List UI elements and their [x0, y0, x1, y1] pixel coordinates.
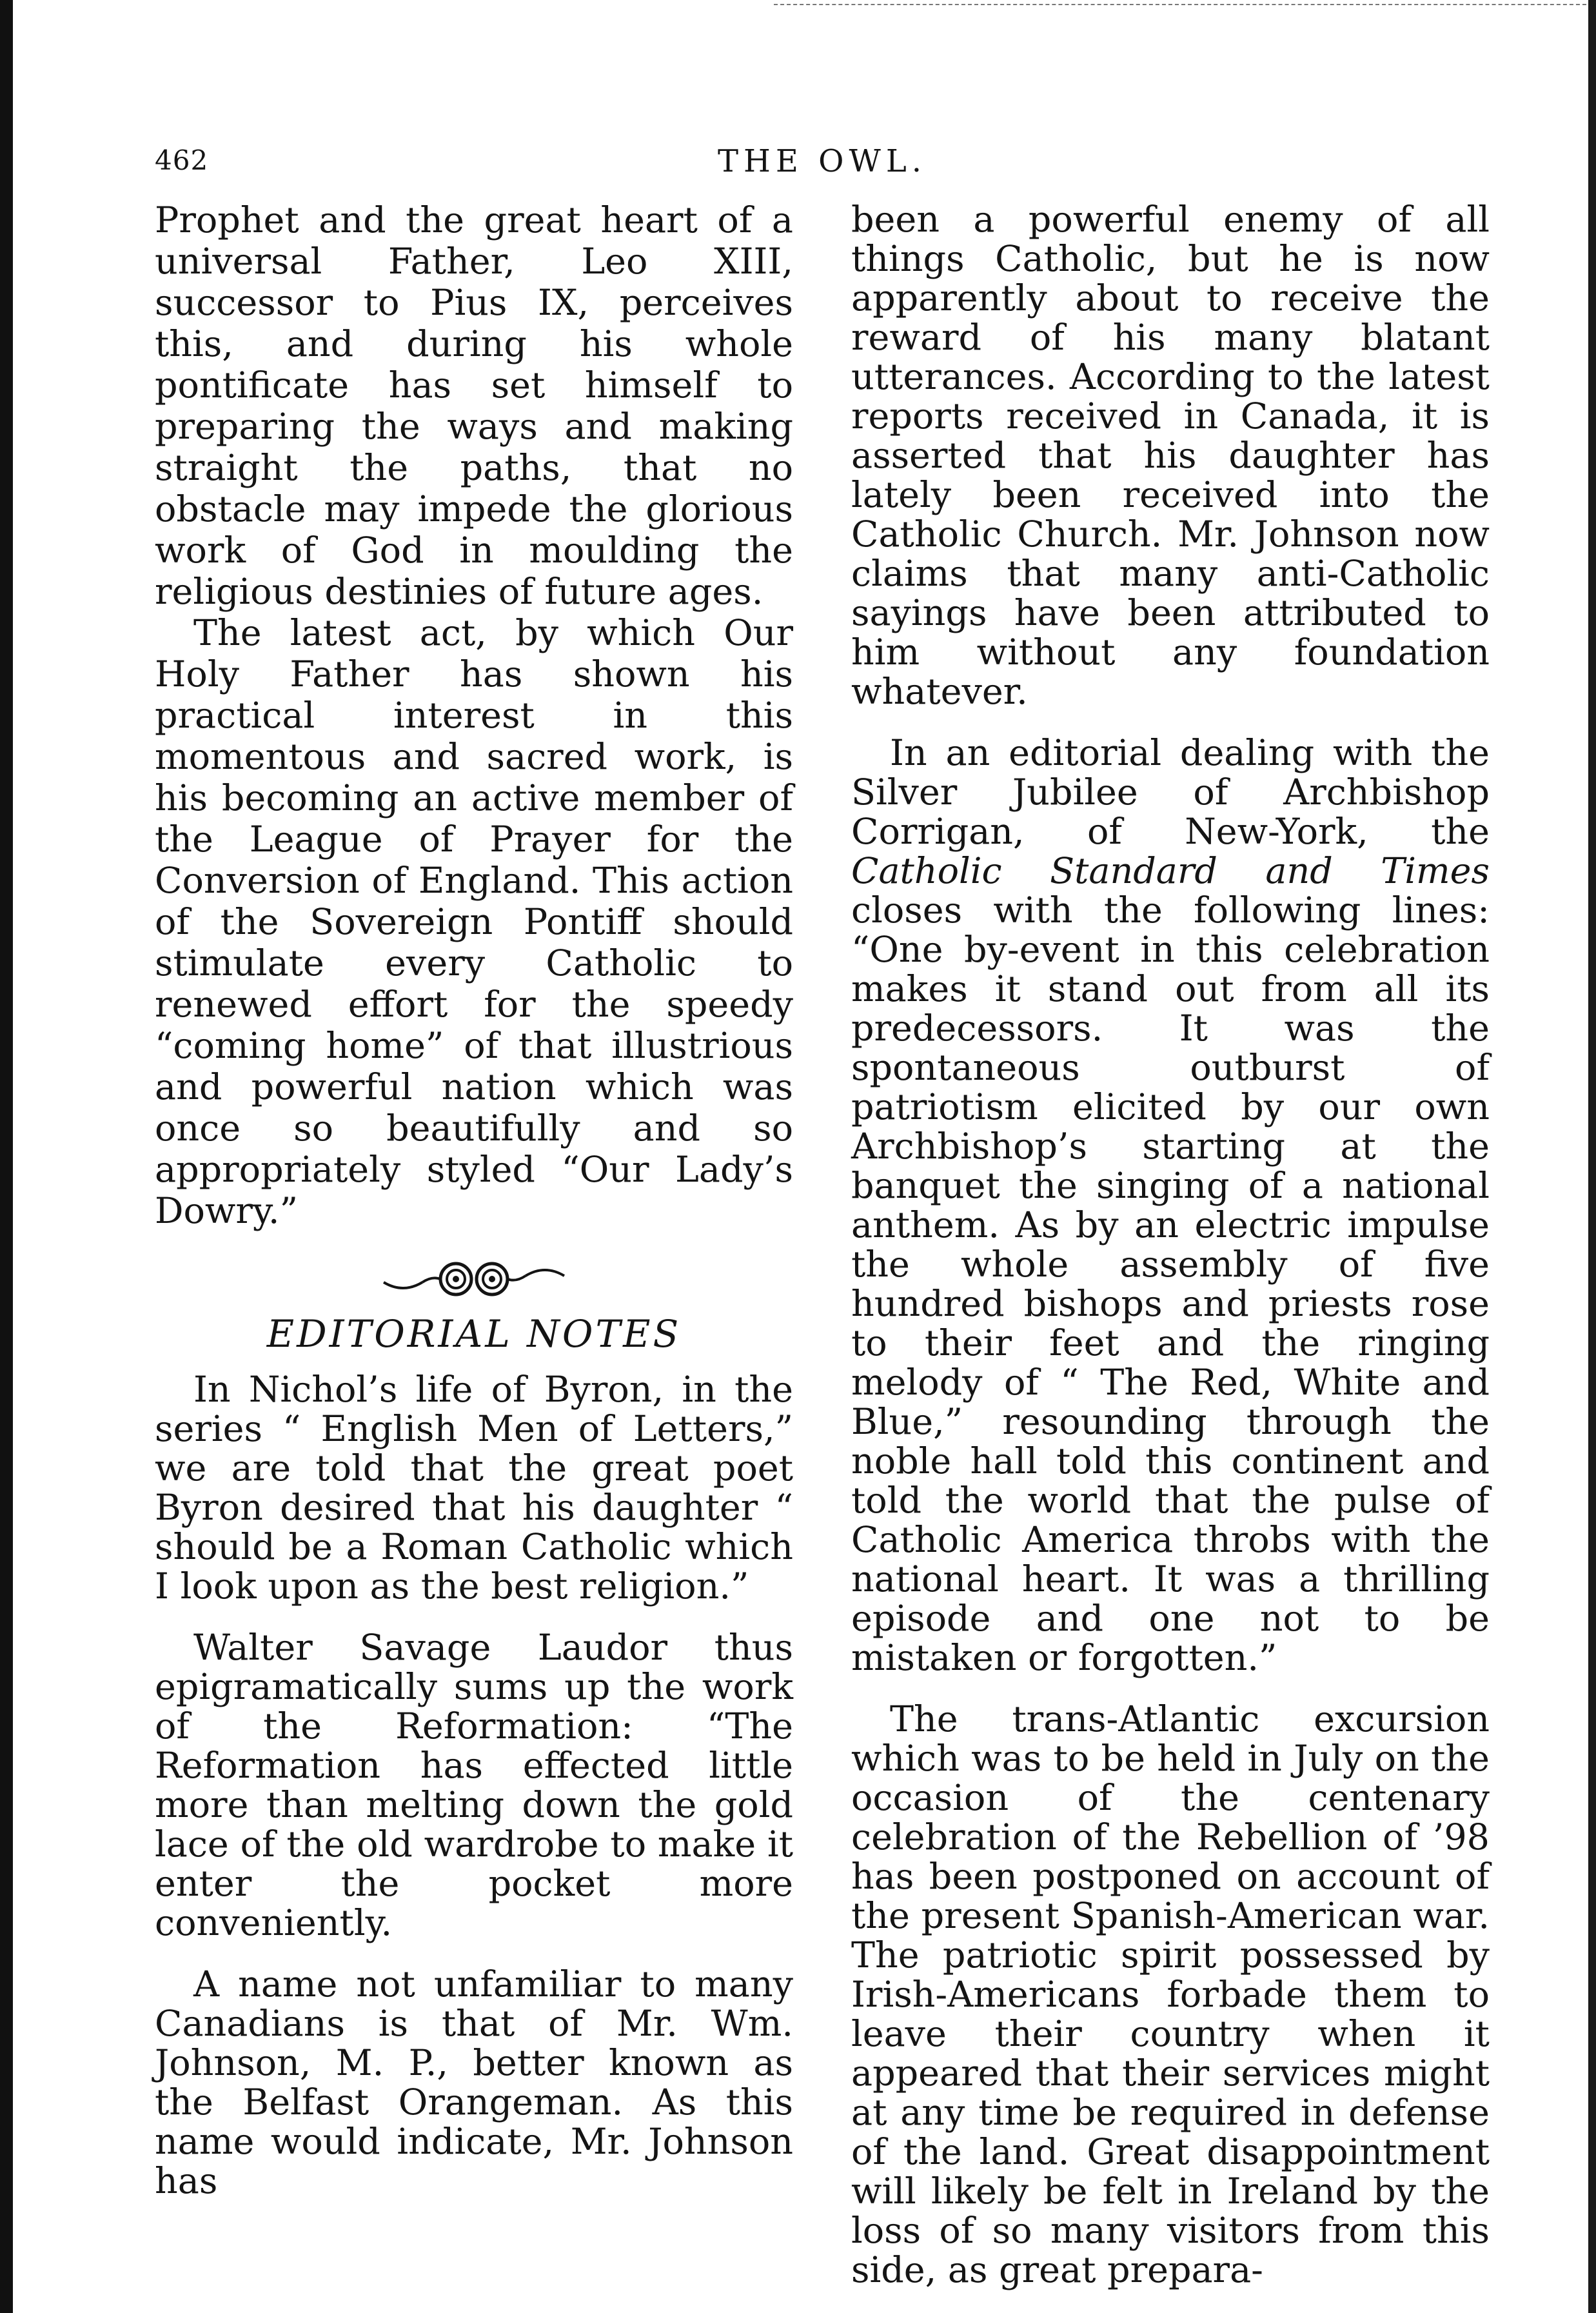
page-number: 462	[155, 144, 209, 176]
left-column	[155, 200, 793, 2201]
section-heading-editorial-notes: EDITORIAL NOTES	[266, 1312, 682, 1356]
corrigan-text-before: In an editorial dealing with the Silver Jubilee of Archbishop Corrigan, of New-York, the	[851, 732, 1490, 853]
scan-top-rule	[774, 4, 1586, 5]
paragraph-trans-atlantic-excursion: The trans-Atlantic excursion which was to be held in July on the occasion of the centenary celebration of the Rebellion of ’98 has been postponed on account of the present Spanish-American war. The patriotic spirit possessed by Irish-Americans forbade them to leave their country when it appeared that their services might at any time be required in defense of the land. Great disappointment will likely be felt in Ireland by the loss of so many visitors from this side, as great prepara-	[851, 1698, 1490, 2291]
running-title: THE OWL.	[718, 143, 927, 179]
paragraph-johnson-continued: been a powerful enemy of all things Catholic, but he is now apparently about to receive the reward of his many blatant utterances. According to the latest reports received in Canada, it is asserted that his daughter has lately been received into the Catholic Church. Mr. Johnson now claims that many anti-Catholic sayings have been attributed to him without any foundation whatever.	[851, 199, 1490, 713]
binding-edge-right	[1586, 0, 1596, 2313]
right-column	[851, 200, 1490, 2290]
journal-page	[155, 129, 1490, 2291]
paragraph-byron: In Nichol’s life of Byron, in the series “ English Men of Letters,” we are told that the great poet Byron desired that his daughter “ should be a Roman Catholic which I look upon as the best religion.”	[155, 1369, 793, 1607]
scroll-ornament-icon	[377, 1256, 571, 1302]
paragraph-league-of-prayer: The latest act, by which Our Holy Father has shown his practical interest in this momentous and sacred work, is his becoming an active member of the League of Prayer for the Conversion of England. This action of the Sovereign Pontiff should stimulate every Catholic to renewed effort for the speedy “coming home” of that illustrious and powerful nation which was once so beautifully and so appropriately styled “Our Lady’s Dowry.”	[155, 612, 793, 1232]
paragraph-johnson: A name not unfamiliar to many Canadians is that of Mr. Wm. Johnson, M. P., better known as the Belfast Orangeman. As this name would indicate, Mr. Johnson has	[155, 1963, 793, 2202]
text-columns	[155, 199, 1490, 2291]
corrigan-text-after: closes with the following lines: “One by-event in this celebration makes it stand out from all its predecessors. It was the spontaneous outburst of patriotism elicited by our own Archbishop’s starting at the banquet the singing of a national anthem. As by an electric impulse the whole assembly of five hundred bishops and priests rose to their feet and the ringing melody of “ The Red, White and Blue,” resounding through the noble hall told this continent and told the world that the pulse of Catholic America throbs with the national heart. It was a thrilling episode and one not to be mistaken or forgotten.”	[851, 889, 1490, 1679]
journal-title: Catholic Standard and Times	[851, 850, 1490, 892]
binding-edge-left	[0, 0, 13, 2313]
paragraph-laudor: Walter Savage Laudor thus epigramatically sums up the work of the Reformation: “The Reformation has effected little more than melting down the gold lace of the old wardrobe to make it enter the pocket more conveniently.	[155, 1627, 793, 1944]
paragraph-archbishop-corrigan	[851, 733, 1490, 1678]
page-header	[155, 129, 1490, 200]
paragraph-leo-xiii: Prophet and the great heart of a universal Father, Leo XIII, successor to Pius IX, perceives this, and during his whole pontificate has set himself to preparing the ways and making straight the paths, that no obstacle may impede the glorious work of God in moulding the religious destinies of future ages.	[155, 199, 793, 613]
